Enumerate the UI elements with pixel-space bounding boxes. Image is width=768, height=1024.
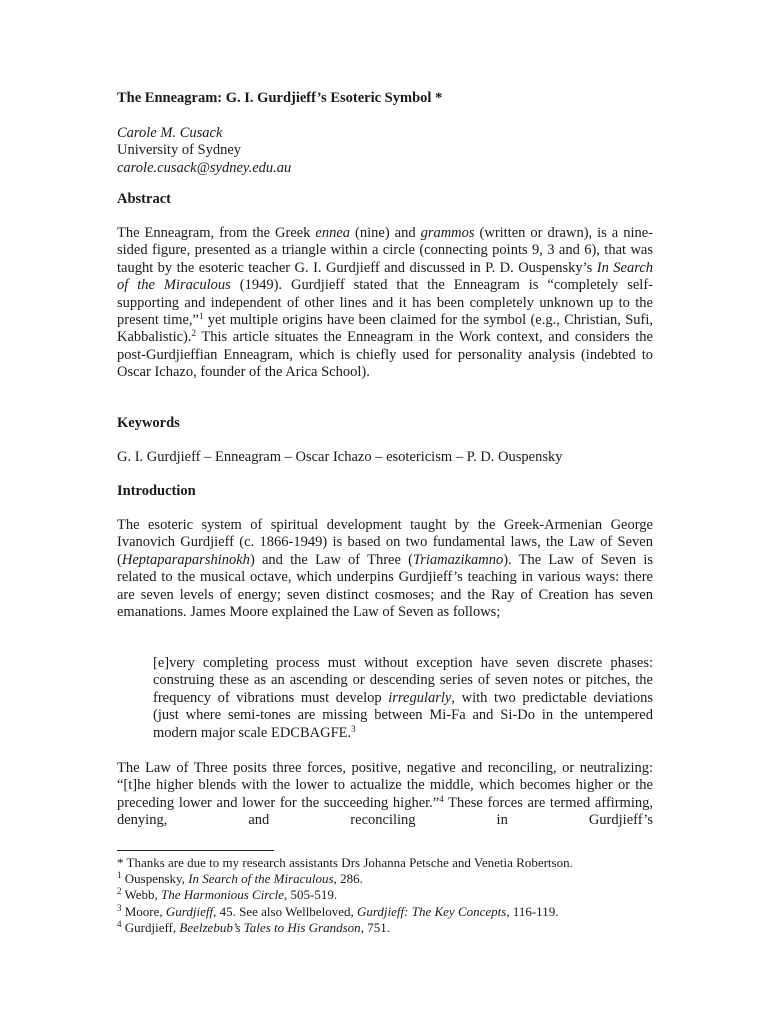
law-of-three-paragraph: The Law of Three posits three forces, positive, negative and reconciling, or neutralizing: “[t]he higher blends with the lower to actualize the middle, which becomes higher or the preceding lower and lower for the succeeding higher.”$^4$ These forces are termed affirming, denying, and reconciling in Gurdjieff’s bbox=[117, 760, 653, 829]
footnote-ref-4[interactable]: 4 bbox=[439, 793, 444, 804]
footnote-1: $^1$ Ouspensky, In Search of the Miraculous, 286. bbox=[117, 870, 363, 887]
footnote-star: * Thanks are due to my research assistants Drs Johanna Petsche and Venetia Robertson. bbox=[117, 855, 573, 870]
footnotes bbox=[117, 855, 677, 936]
footnote-ref-3[interactable]: 3 bbox=[351, 723, 356, 734]
footnote-4: $^4$ Gurdjieff, Beelzebub’s Tales to His Grandson, 751. bbox=[117, 918, 390, 935]
footnote-2: $^2$ Webb, The Harmonious Circle, 505-519. bbox=[117, 886, 338, 903]
block-quote: [e]very completing process must without exception have seven discrete phases: construing these as an ascending or descending series of seven notes or pitches, the frequency of vibrations must develop irregularly, with two predictable deviations (just where semi-tones are missing between Mi-Fa and Si-Do in the untempered modern major scale EDCBAGFE.$^3$ bbox=[153, 655, 653, 741]
abstract-paragraph: The Enneagram, from the Greek ennea (nine) and grammos (written or drawn), is a nine-sided figure, presented as a triangle within a circle (connecting points 9, 3 and 6), that was taught by the esoteric teacher G. I. Gurdjieff and discussed in P. D. Ouspensky’s In Search of the Miraculous (1949). Gurdjieff stated that the Enneagram is “completely self-supporting and independent of other lines and it has been completely unknown up to the present time,”$^1$ yet multiple origins have been claimed for the symbol (e.g., Christian, Sufi, Kabbalistic).$^2$ This article situates the Enneagram in the Work context, and considers the post-Gurdjieffian Enneagram, which is chiefly used for personality analysis (indebted to Oscar Ichazo, founder of the Arica School). bbox=[117, 225, 654, 381]
introduction-heading: Introduction bbox=[117, 483, 196, 499]
keywords-text: G. I. Gurdjieff – Enneagram – Oscar Ichazo – esotericism – P. D. Ouspensky bbox=[117, 449, 563, 465]
introduction-paragraph: The esoteric system of spiritual development taught by the Greek-Armenian George Ivanovich Gurdjieff (c. 1866-1949) is based on two fundamental laws, the Law of Seven (Heptaparaparshinokh) and the Law of Three (Triamazikamno). The Law of Seven is related to the musical octave, which underpins Gurdjieff’s teaching in various ways: there are seven levels of energy; seven distinct cosmoses; and the Ray of Creation has seven emanations. James Moore explained the Law of Seven as follows; bbox=[117, 517, 654, 621]
author-name: Carole M. Cusack bbox=[117, 125, 223, 141]
footnote-ref-2[interactable]: 2 bbox=[191, 328, 196, 339]
footnote-ref-1[interactable]: 1 bbox=[198, 311, 204, 322]
author-email[interactable]: carole.cusack@sydney.edu.au bbox=[117, 159, 292, 176]
abstract-heading: Abstract bbox=[117, 191, 171, 207]
footnote-3: $^3$ Moore, Gurdjieff, 45. See also Wellbeloved, Gurdjieff: The Key Concepts, 116-119. bbox=[117, 902, 559, 919]
keywords-heading: Keywords bbox=[117, 415, 180, 431]
footnote-divider bbox=[117, 850, 274, 851]
author-affiliation: University of Sydney bbox=[117, 142, 242, 159]
author-block bbox=[117, 125, 291, 177]
paper-title: The Enneagram: G. I. Gurdjieff’s Esoteric Symbol * bbox=[117, 90, 443, 106]
